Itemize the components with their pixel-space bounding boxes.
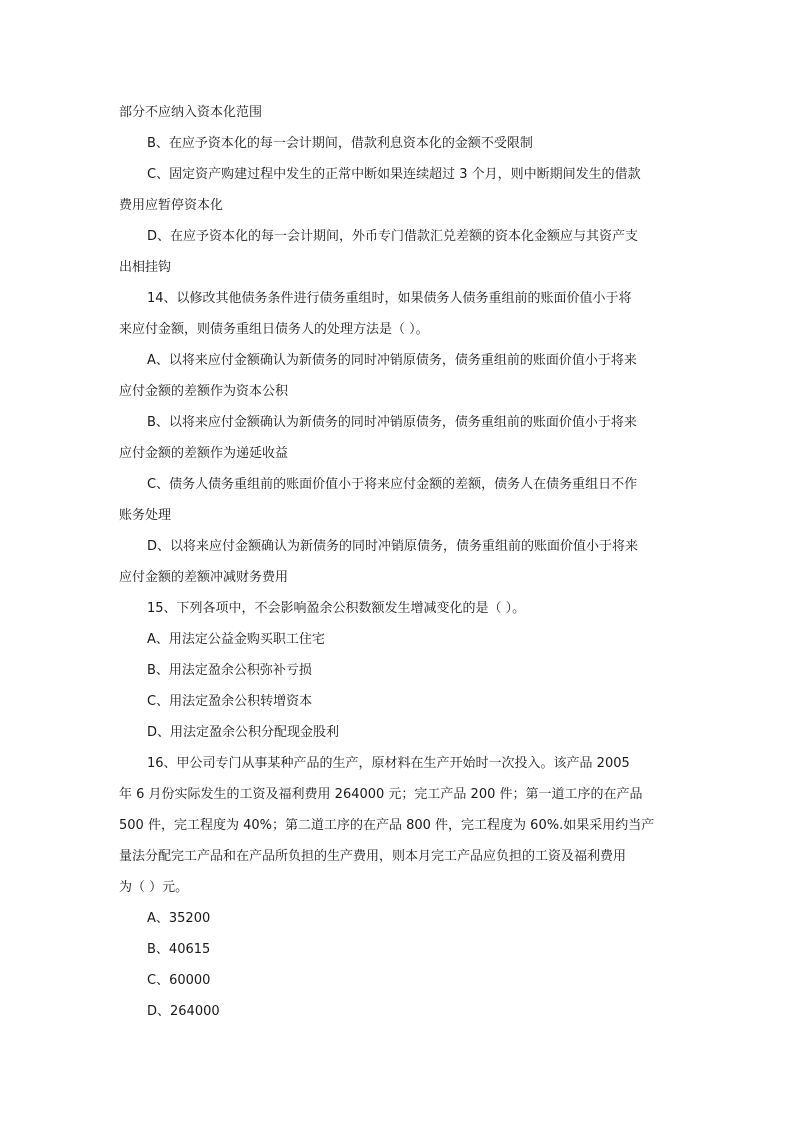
text-line-q13-option-c-cont: 费用应暂停资本化 bbox=[119, 198, 224, 213]
text-line-q14-option-c-cont: 账务处理 bbox=[119, 508, 172, 523]
text-line-q13-option-c: C、固定资产购建过程中发生的正常中断如果连续超过 3 个月，则中断期间发生的借款 bbox=[147, 167, 641, 182]
text-line-q16-option-a: A、35200 bbox=[147, 911, 211, 926]
text-line-q14-option-b-cont: 应付金额的差额作为递延收益 bbox=[119, 446, 289, 461]
text-line-q14-stem: 14、以修改其他债务条件进行债务重组时，如果债务人债务重组前的账面价值小于将 bbox=[147, 291, 632, 306]
text-line-q14-option-d: D、以将来应付金额确认为新债务的同时冲销原债务，债务重组前的账面价值小于将来 bbox=[147, 539, 639, 554]
text-line-q16-option-b: B、40615 bbox=[147, 942, 211, 957]
text-line-q16-option-c: C、60000 bbox=[147, 973, 211, 988]
text-line-q15-option-a: A、用法定公益金购买职工住宅 bbox=[147, 632, 325, 647]
text-line-q16-stem: 16、甲公司专门从事某种产品的生产，原材料在生产开始时一次投入。该产品 2005 bbox=[147, 756, 630, 771]
text-line-q14-option-d-cont: 应付金额的差额冲减财务费用 bbox=[119, 570, 289, 585]
text-line-q13-option-d: D、在应予资本化的每一会计期间，外币专门借款汇兑差额的资本化金额应与其资产支 bbox=[147, 229, 639, 244]
text-line-q16-stem-cont-3: 量法分配完工产品和在产品所负担的生产费用，则本月完工产品应负担的工资及福利费用 bbox=[119, 849, 627, 864]
text-line-q15-option-c: C、用法定盈余公积转增资本 bbox=[147, 694, 313, 709]
text-line-q14-option-c: C、债务人债务重组前的账面价值小于将来应付金额的差额，债务人在债务重组日不作 bbox=[147, 477, 638, 492]
text-line-q15-option-d: D、用法定盈余公积分配现金股利 bbox=[147, 725, 340, 740]
text-line-q13-option-d-cont: 出相挂钩 bbox=[119, 260, 172, 275]
text-line-q14-option-a-cont: 应付金额的差额作为资本公积 bbox=[119, 384, 289, 399]
text-line-q15-option-b: B、用法定盈余公积弥补亏损 bbox=[147, 663, 312, 678]
text-line-q15-stem: 15、下列各项中，不会影响盈余公积数额发生增减变化的是（ ）。 bbox=[147, 601, 526, 616]
text-line-q13-a-cont: 部分不应纳入资本化范围 bbox=[119, 105, 263, 120]
text-line-q14-stem-cont: 来应付金额，则债务重组日债务人的处理方法是（ ）。 bbox=[119, 322, 429, 337]
text-line-q16-option-d: D、264000 bbox=[147, 1004, 220, 1019]
text-line-q16-stem-cont-1: 年 6 月份实际发生的工资及福利费用 264000 元；完工产品 200 件；第一道工序的在产品 bbox=[119, 787, 643, 802]
text-line-q14-option-b: B、以将来应付金额确认为新债务的同时冲销原债务，债务重组前的账面价值小于将来 bbox=[147, 415, 637, 430]
text-line-q13-option-b: B、在应予资本化的每一会计期间，借款利息资本化的金额不受限制 bbox=[147, 136, 533, 151]
text-line-q16-stem-cont-2: 500 件，完工程度为 40%；第二道工序的在产品 800 件，完工程度为 60%.如果采用约当产 bbox=[119, 818, 655, 833]
text-line-q16-stem-cont-4: 为（ ）元。 bbox=[119, 880, 189, 895]
text-line-q14-option-a: A、以将来应付金额确认为新债务的同时冲销原债务，债务重组前的账面价值小于将来 bbox=[147, 353, 637, 368]
